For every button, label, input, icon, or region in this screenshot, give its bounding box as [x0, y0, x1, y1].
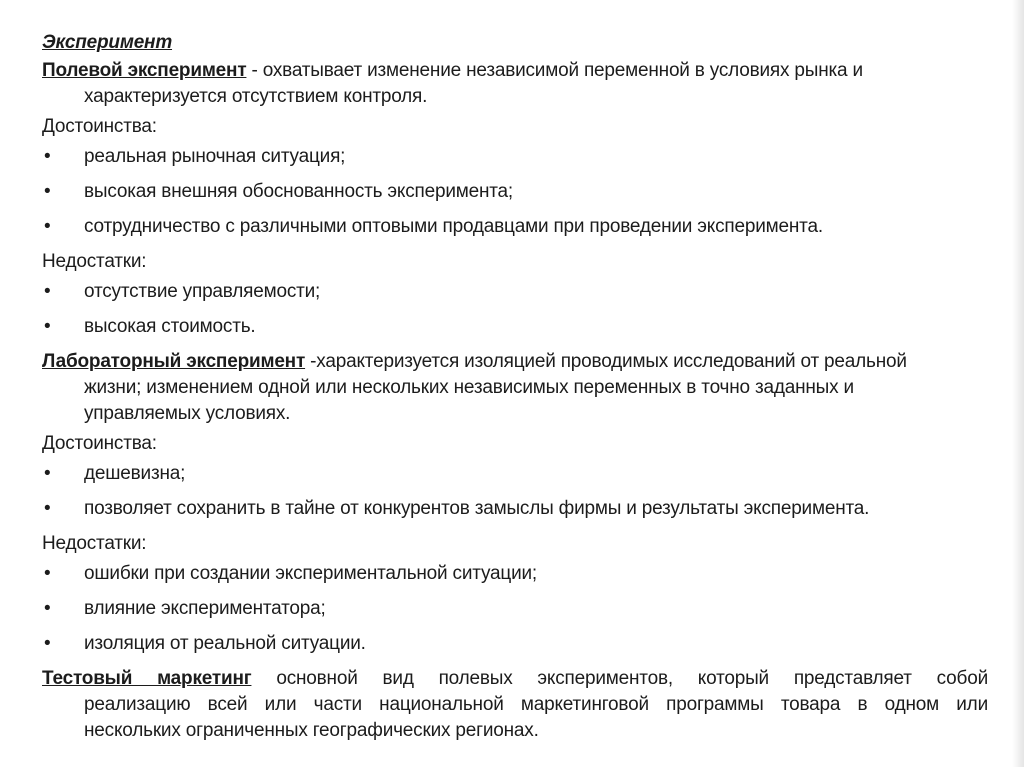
lab-experiment-term: Лабораторный эксперимент [42, 351, 306, 372]
lab-experiment-definition [42, 349, 992, 427]
bullet-icon: • [44, 146, 51, 167]
list-item: • сотрудничество с различными оптовыми продавцами при проведении эксперимента. [42, 214, 992, 240]
list-item: • высокая внешняя обоснованность эксперимента; [42, 179, 992, 205]
lab-advantages-label: Достоинства: [42, 433, 157, 454]
field-advantages-label: Достоинства: [42, 116, 157, 137]
lab-experiment-text-line-2: жизни; изменением одной или нескольких независимых переменных в точно заданных и [84, 377, 854, 398]
test-marketing-text-line-2: реализацию всей или части национальной маркетинговой программы товара в одном или [84, 694, 988, 715]
lab-advantages-list [42, 461, 992, 522]
document-title: Эксперимент [42, 32, 173, 53]
test-marketing-text-line-1: основной вид полевых экспериментов, который представляет собой [251, 668, 988, 689]
list-item: • высокая стоимость. [42, 314, 992, 340]
bullet-icon: • [44, 181, 51, 202]
field-experiment-text-line-2: характеризуется отсутствием контроля. [84, 86, 428, 107]
lab-experiment-text-line-3: управляемых условиях. [84, 403, 291, 424]
bullet-icon: • [44, 498, 51, 519]
bullet-icon: • [44, 563, 51, 584]
field-disadvantages-label: Недостатки: [42, 251, 147, 272]
list-item: • реальная рыночная ситуация; [42, 144, 992, 170]
bullet-icon: • [44, 316, 51, 337]
list-item: • позволяет сохранить в тайне от конкурентов замыслы фирмы и результаты эксперимента. [42, 496, 992, 522]
lab-disadvantages-label: Недостатки: [42, 533, 147, 554]
test-marketing-term: Тестовый маркетинг [42, 668, 252, 689]
document-body [42, 30, 992, 744]
lab-disadvantages-list [42, 561, 992, 657]
field-advantages-list [42, 144, 992, 240]
field-experiment-definition [42, 58, 992, 110]
test-marketing-text-line-3: нескольких ограниченных географических регионах. [84, 720, 539, 741]
field-disadvantages-list [42, 279, 992, 340]
list-item: • ошибки при создании экспериментальной ситуации; [42, 561, 992, 587]
bullet-icon: • [44, 281, 51, 302]
test-marketing-definition [42, 666, 992, 744]
field-experiment-text-line-1: - охватывает изменение независимой переменной в условиях рынка и [246, 60, 863, 81]
list-item: • изоляция от реальной ситуации. [42, 631, 992, 657]
bullet-icon: • [44, 216, 51, 237]
list-item: • влияние экспериментатора; [42, 596, 992, 622]
lab-experiment-text-line-1: -характеризуется изоляцией проводимых исследований от реальной [305, 351, 907, 372]
bullet-icon: • [44, 463, 51, 484]
bullet-icon: • [44, 598, 51, 619]
bullet-icon: • [44, 633, 51, 654]
list-item: • дешевизна; [42, 461, 992, 487]
field-experiment-term: Полевой эксперимент [42, 60, 247, 81]
page-edge-shadow [1012, 0, 1024, 767]
list-item: • отсутствие управляемости; [42, 279, 992, 305]
